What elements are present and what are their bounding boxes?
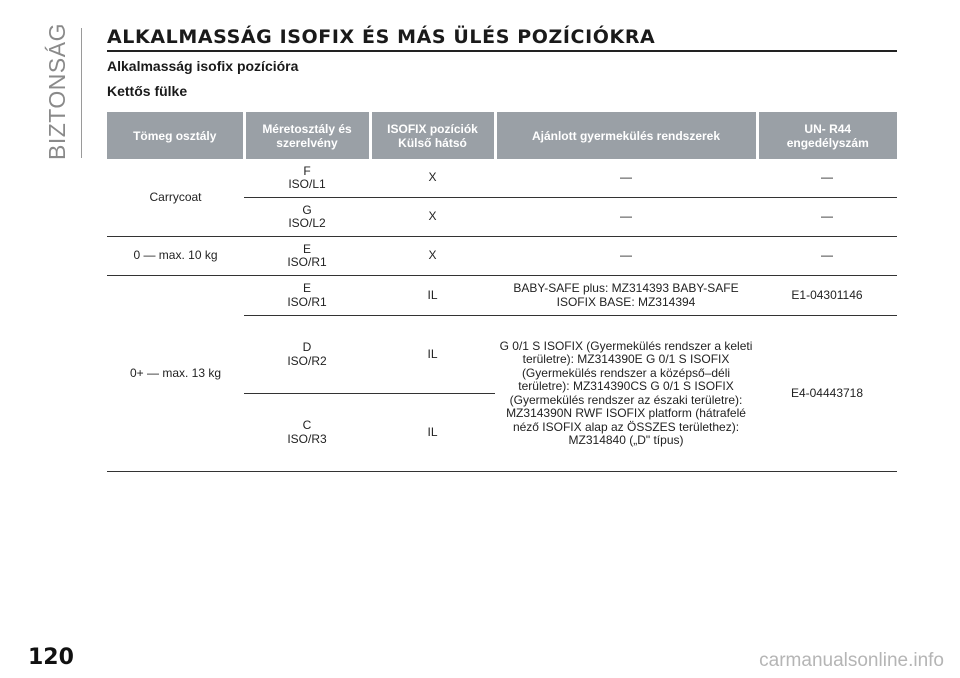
fixture: ISO/R1 — [287, 255, 327, 269]
size-class: E — [302, 281, 311, 295]
header-approval: UN- R44 engedélyszám — [757, 112, 897, 159]
system-cell: G 0/1 S ISOFIX (Gyermekülés rendszer a keleti területre): MZ314390E G 0/1 S ISOFIX (Gyermekülés rendszer a középső–déli területre): MZ314390CS G 0/1 S ISOFIX (Gyermekülés rendszer az északi területre): MZ314390N RWF ISOFIX platform (hátrafelé néző ISOFIX alap az ÖSSZES területhez): MZ314840 („D" típus) — [495, 316, 757, 472]
subtitle: Alkalmasság isofix pozícióra — [107, 58, 299, 74]
header-size: Méretosztály és szerelvény — [244, 112, 370, 159]
approval-cell: E4-04443718 — [757, 316, 897, 472]
side-section-label: BIZTONSÁG — [44, 23, 70, 160]
mass-cell: 0+ — max. 13 kg — [107, 276, 244, 472]
side-rule — [81, 28, 82, 158]
position-cell: IL — [370, 316, 495, 394]
size-cell — [244, 276, 370, 316]
size-cell — [244, 394, 370, 472]
page-title: ALKALMASSÁG ISOFIX ÉS MÁS ÜLÉS POZÍCIÓKRA — [107, 26, 656, 48]
system-cell: — — [495, 198, 757, 237]
position-cell: IL — [370, 394, 495, 472]
fixture: ISO/R3 — [287, 431, 327, 446]
size-class: C — [302, 418, 312, 432]
approval-cell: — — [757, 198, 897, 237]
approval-cell: E1-04301146 — [757, 276, 897, 316]
section-heading: Kettős fülke — [107, 83, 188, 99]
page-number: 120 — [28, 645, 74, 670]
fixture: ISO/L1 — [288, 177, 326, 191]
size-class: F — [303, 163, 311, 178]
size-class: D — [302, 340, 312, 354]
mass-cell: Carrycoat — [107, 159, 244, 237]
table-header-row — [107, 112, 897, 159]
title-rule — [107, 50, 897, 52]
approval-cell: — — [757, 159, 897, 198]
system-cell: — — [495, 159, 757, 198]
size-class: G — [302, 202, 312, 217]
fixture: ISO/R2 — [287, 353, 327, 368]
table-row — [107, 159, 897, 198]
fixture: ISO/R1 — [287, 294, 327, 309]
watermark: carmanualsonline.info — [759, 650, 944, 671]
size-cell — [244, 316, 370, 394]
isofix-table — [107, 112, 897, 472]
fixture: ISO/L2 — [288, 216, 326, 230]
table-row — [107, 276, 897, 316]
size-class: E — [302, 241, 311, 256]
position-cell: X — [370, 198, 495, 237]
position-cell: X — [370, 159, 495, 198]
header-system: Ajánlott gyermekülés rendszerek — [495, 112, 757, 159]
approval-cell: — — [757, 237, 897, 276]
size-cell — [244, 237, 370, 276]
position-cell: X — [370, 237, 495, 276]
system-cell: — — [495, 237, 757, 276]
size-cell — [244, 159, 370, 198]
system-cell: BABY-SAFE plus: MZ314393 BABY-SAFE ISOFIX BASE: MZ314394 — [495, 276, 757, 316]
position-cell: IL — [370, 276, 495, 316]
table-row — [107, 237, 897, 276]
header-position: ISOFIX pozíciók Külső hátsó — [370, 112, 495, 159]
header-mass: Tömeg osztály — [107, 112, 244, 159]
size-cell — [244, 198, 370, 237]
mass-cell: 0 — max. 10 kg — [107, 237, 244, 276]
